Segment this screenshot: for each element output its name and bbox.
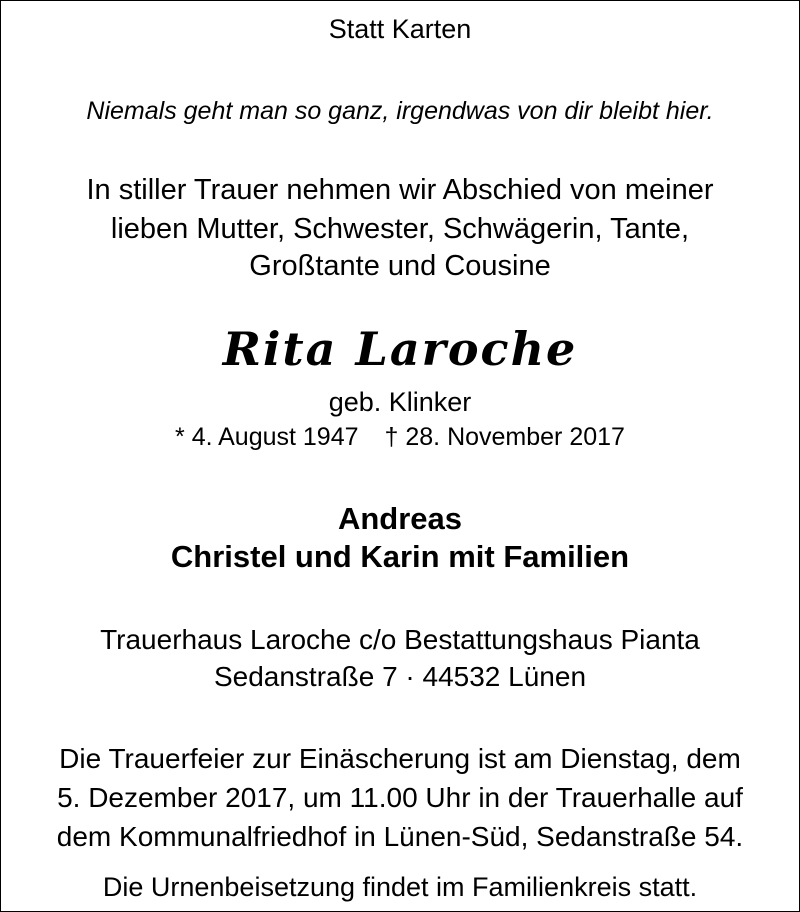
urn-burial-line: Die Urnenbeisetzung findet im Familienkreis statt. [102,872,698,902]
motto-quote: Niemals geht man so ganz, irgendwas von dir bleibt hier. [86,97,714,125]
maiden-name: geb. Klinker [328,387,472,417]
deceased-name: Rita Laroche [222,322,578,376]
mourner-line: Andreas [337,501,463,536]
birth-date: * 4. August 1947 [175,423,359,451]
death-date: † 28. November 2017 [384,423,625,451]
service-line: 5. Dezember 2017, um 11.00 Uhr in der Trauerhalle auf [57,782,743,813]
intro-line: lieben Mutter, Schwester, Schwägerin, Tante, [110,213,690,245]
address-line: Sedanstraße 7 · 44532 Lünen [213,661,587,692]
notice-header: Statt Karten [328,14,472,44]
life-dates [0,425,800,450]
intro-line: Großtante und Cousine [249,250,551,282]
intro-line: In stiller Trauer nehmen wir Abschied von meiner [86,174,714,206]
service-line: Die Trauerfeier zur Einäscherung ist am Dienstag, dem [59,743,741,774]
mourner-line: Christel und Karin mit Familien [170,539,630,574]
address-line: Trauerhaus Laroche c/o Bestattungshaus Pianta [100,624,700,655]
service-line: dem Kommunalfriedhof in Lünen-Süd, Sedanstraße 54. [56,821,744,852]
